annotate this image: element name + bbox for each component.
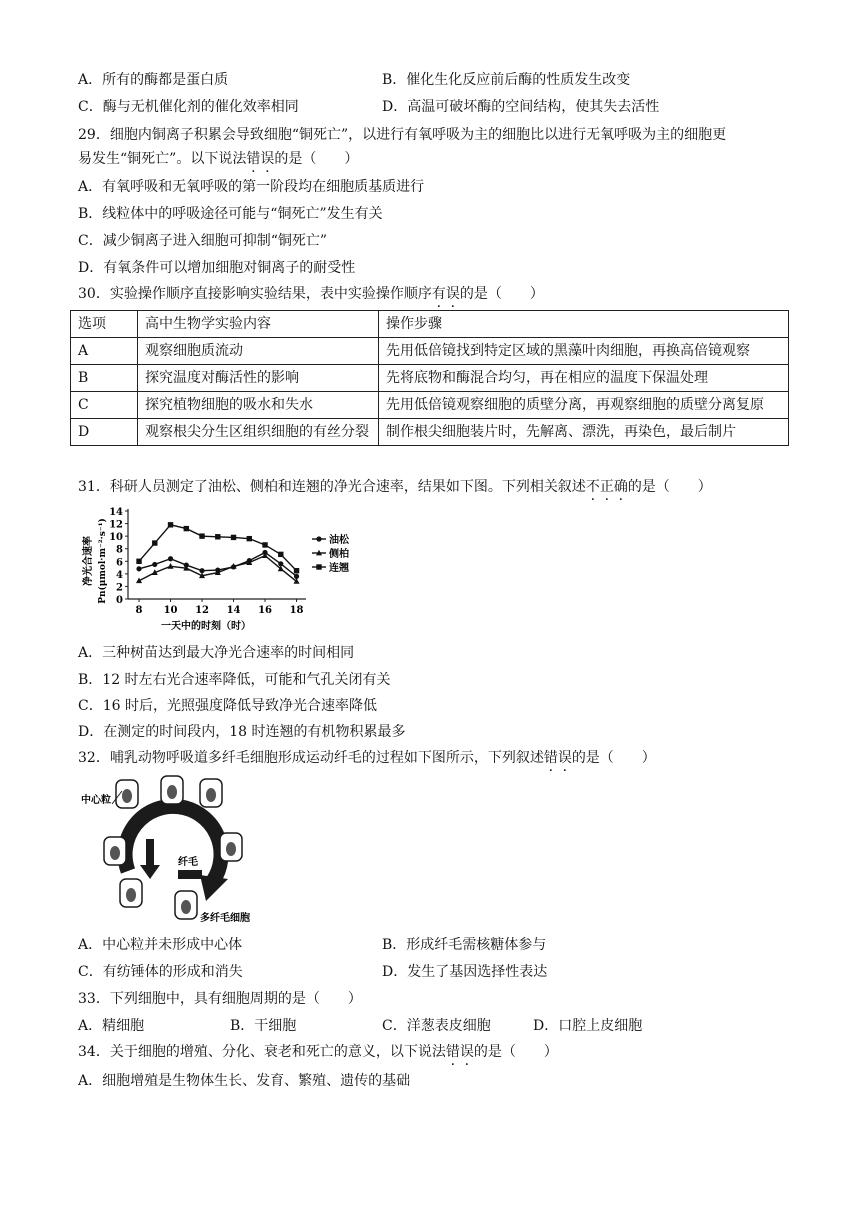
table-header-cell: 操作步骤 — [379, 311, 789, 338]
x-tick-label: 12 — [195, 605, 209, 616]
table-cell: A — [71, 338, 138, 365]
q33-stem: 33．下列细胞中，具有细胞周期的是（ ） — [78, 991, 362, 1007]
cell — [220, 833, 242, 861]
cilia-label: 纤毛 — [178, 857, 198, 868]
q32-option-b: B．形成纤毛需核糖体参与 — [382, 937, 547, 953]
y-tick-label: 14 — [109, 507, 123, 518]
q32-option-c: C．有纺锤体的形成和消失 — [78, 964, 243, 980]
table-cell: D — [71, 419, 138, 446]
cycle-arrow-head — [200, 875, 228, 901]
q29-stem-line2: 易发生“铜死亡”。以下说法错误的是（ ） — [78, 151, 359, 167]
centriole-label: 中心粒 — [81, 795, 111, 806]
cilia-arrow-head — [140, 865, 160, 879]
y-tick-label: 8 — [116, 544, 123, 556]
cell — [200, 779, 222, 807]
cilia-formation-diagram — [78, 773, 278, 928]
legend-label: 油松 — [329, 535, 349, 546]
data-point-square — [231, 535, 236, 540]
q34-stem: 34．关于细胞的增殖、分化、衰老和死亡的意义，以下说法错误的是（ ） — [78, 1044, 558, 1060]
q31-option-a: A．三种树苗达到最大净光合速率的时间相同 — [78, 645, 355, 661]
q28-option-d: D．高温可破坏酶的空间结构，使其失去活性 — [382, 99, 660, 115]
data-point-square — [199, 533, 204, 538]
q31-option-b: B．12 时左右光合速率降低，可能和气孔关闭有关 — [78, 672, 391, 688]
legend-label: 侧柏 — [329, 549, 349, 560]
x-tick-label: 16 — [258, 605, 273, 616]
q29-option-a: A．有氧呼吸和无氧呼吸的第一阶段均在细胞质基质进行 — [78, 179, 425, 195]
q31-option-d: D．在测定的时间段内，18 时连翘的有机物积累最多 — [78, 724, 406, 740]
table-cell: 观察细胞质流动 — [138, 338, 379, 365]
q32-option-d: D．发生了基因选择性表达 — [382, 964, 548, 980]
table-cell: 探究温度对酶活性的影响 — [138, 365, 379, 392]
q28-option-c: C．酶与无机催化剂的催化效率相同 — [78, 99, 299, 115]
q29-option-d: D．有氧条件可以增加细胞对铜离子的耐受性 — [78, 260, 356, 276]
q33-option-d: D．口腔上皮细胞 — [533, 1018, 643, 1034]
q28-option-a: A．所有的酶都是蛋白质 — [78, 72, 229, 88]
q30-table — [70, 310, 789, 446]
table-cell: C — [71, 392, 138, 419]
chart-xlabel: 一天中的时刻（时） — [161, 621, 251, 632]
table-cell: 先用低倍镜观察细胞的质壁分离，再观察细胞的质壁分离复原 — [379, 392, 789, 419]
data-point-square — [247, 536, 252, 541]
cell — [104, 837, 126, 865]
q33-option-c: C．洋葱表皮细胞 — [382, 1018, 491, 1034]
q30-stem: 30．实验操作顺序直接影响实验结果，表中实验操作顺序有误的是（ ） — [78, 286, 544, 302]
data-point-circle — [136, 566, 141, 571]
data-point-square — [262, 542, 267, 547]
q28-option-b: B．催化生化反应前后酶的性质发生改变 — [382, 72, 631, 88]
y-tick-label: 2 — [116, 582, 123, 594]
data-point-square — [278, 552, 283, 557]
q34-option-a: A．细胞增殖是生物体生长、发育、繁殖、遗传的基础 — [78, 1073, 411, 1089]
legend-label: 连翘 — [329, 563, 349, 574]
x-tick-label: 10 — [163, 605, 178, 616]
table-cell: 先用低倍镜找到特定区域的黑藻叶肉细胞，再换高倍镜观察 — [379, 338, 789, 365]
data-point-square — [294, 568, 299, 573]
table-row — [71, 419, 789, 446]
y-tick-label: 10 — [109, 532, 123, 544]
table-cell: 探究植物细胞的吸水和失水 — [138, 392, 379, 419]
table-header-row — [71, 311, 789, 338]
cell — [161, 776, 183, 804]
y-tick-label: 6 — [116, 557, 123, 569]
y-tick-label: 0 — [116, 595, 123, 606]
y-tick-label: 4 — [116, 569, 123, 581]
multiciliated-cell — [175, 891, 197, 919]
table-cell: B — [71, 365, 138, 392]
table-header-cell: 高中生物学实验内容 — [138, 311, 379, 338]
x-tick-label: 8 — [135, 605, 143, 616]
q31-option-c: C．16 时后，光照强度降低导致净光合速率降低 — [78, 698, 377, 714]
q33-option-b: B．干细胞 — [230, 1018, 297, 1034]
x-tick-label: 18 — [289, 605, 304, 616]
q29-option-b: B．线粒体中的呼吸途径可能与“铜死亡”发生有关 — [78, 206, 383, 222]
table-row — [71, 392, 789, 419]
table-header-cell: 选项 — [71, 311, 138, 338]
data-point-circle — [168, 556, 173, 561]
data-point-circle — [152, 562, 157, 567]
data-point-square — [184, 526, 189, 531]
cycle-arrow-arc — [125, 806, 221, 881]
data-point-square — [136, 559, 141, 564]
q32-option-a: A．中心粒并未形成中心体 — [78, 937, 243, 953]
q29-stem-line1: 29．细胞内铜离子积累会导致细胞“铜死亡”，以进行有氧呼吸为主的细胞比以进行无氧呼吸为主的细胞更 — [78, 127, 727, 143]
legend-marker — [316, 564, 321, 569]
table-row — [71, 338, 789, 365]
table-row — [71, 365, 789, 392]
table-cell: 观察根尖分生区组织细胞的有丝分裂 — [138, 419, 379, 446]
q29-option-c: C．减少铜离子进入细胞可抑制“铜死亡” — [78, 233, 328, 249]
y-tick-label: 12 — [109, 519, 123, 531]
cilia-arrow-shaft — [146, 839, 154, 865]
data-point-square — [152, 540, 157, 545]
q32-stem: 32．哺乳动物呼吸道多纤毛细胞形成运动纤毛的过程如下图所示，下列叙述错误的是（ ） — [78, 750, 656, 766]
table-cell: 先将底物和酶混合均匀，再在相应的温度下保温处理 — [379, 365, 789, 392]
series-line-square — [139, 525, 297, 571]
cell — [120, 879, 142, 907]
q33-option-a: A．精细胞 — [78, 1018, 145, 1034]
chart-ylabel-unit: Pn(μmol·m⁻²·s⁻¹) — [98, 518, 108, 604]
q31-stem: 31．科研人员测定了油松、侧柏和连翘的净光合速率，结果如下图。下列相关叙述不正确的是（ ） — [78, 479, 712, 495]
chart-ylabel-top: 净光合速率 — [83, 536, 94, 586]
data-point-square — [168, 522, 173, 527]
table-cell: 制作根尖细胞装片时，先解离、漂洗，再染色，最后制片 — [379, 419, 789, 446]
legend-marker — [316, 536, 321, 541]
data-point-square — [215, 534, 220, 539]
x-tick-label: 14 — [226, 605, 241, 616]
net-photosynthesis-chart — [76, 503, 349, 635]
cilia-bundle — [178, 870, 202, 879]
multiciliated-cell-label: 多纤毛细胞 — [200, 913, 250, 924]
